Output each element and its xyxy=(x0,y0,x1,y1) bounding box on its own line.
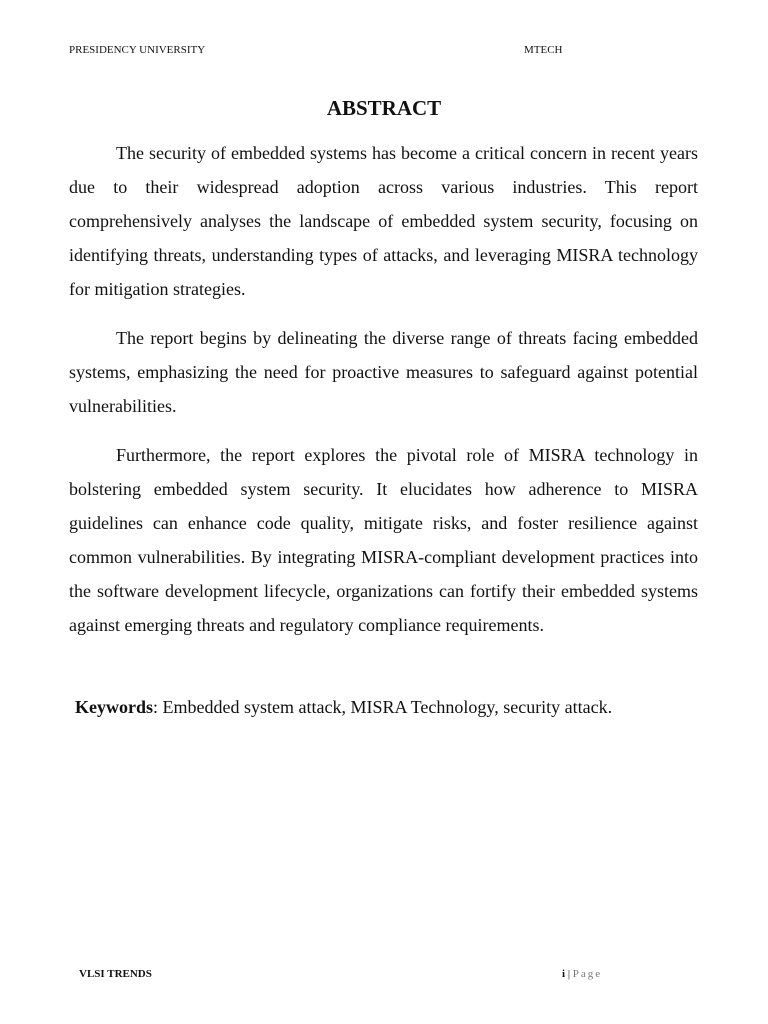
abstract-paragraph-1 xyxy=(69,136,698,306)
page-number: i xyxy=(562,968,566,980)
keywords-separator: : xyxy=(153,697,159,717)
paragraph-text: The report begins by delineating the diverse range of threats facing embedded systems, emphasizing the need for proactive measures to safeguard against potential vulnerabilities. xyxy=(69,328,698,416)
keywords-label: Keywords xyxy=(75,697,153,717)
keywords-line xyxy=(75,690,612,724)
abstract-paragraph-3 xyxy=(69,438,698,642)
header-university: PRESIDENCY UNIVERSITY xyxy=(69,44,206,56)
footer-page-indicator xyxy=(562,967,602,981)
keywords-text: Embedded system attack, MISRA Technology, security attack. xyxy=(158,697,613,717)
page-title: ABSTRACT xyxy=(326,96,442,120)
abstract-paragraph-2 xyxy=(69,321,698,423)
header-program: MTECH xyxy=(524,44,563,56)
page-divider: | xyxy=(567,968,571,980)
footer-course: VLSI TRENDS xyxy=(79,968,152,980)
paragraph-text: The security of embedded systems has become a critical concern in recent years due to their widespread adoption across various industries. This report comprehensively analyses the landscape of embedded system security, focusing on identifying threats, understanding types of attacks, and leveraging MISRA technology for mitigation strategies. xyxy=(69,143,698,299)
paragraph-text: Furthermore, the report explores the pivotal role of MISRA technology in bolstering embedded system security. It elucidates how adherence to MISRA guidelines can enhance code quality, mitigate risks, and foster resilience against common vulnerabilities. By integrating MISRA-compliant development practices into the software development lifecycle, organizations can fortify their embedded systems against emerging threats and regulatory compliance requirements. xyxy=(69,445,698,635)
page-word: Page xyxy=(572,968,603,980)
